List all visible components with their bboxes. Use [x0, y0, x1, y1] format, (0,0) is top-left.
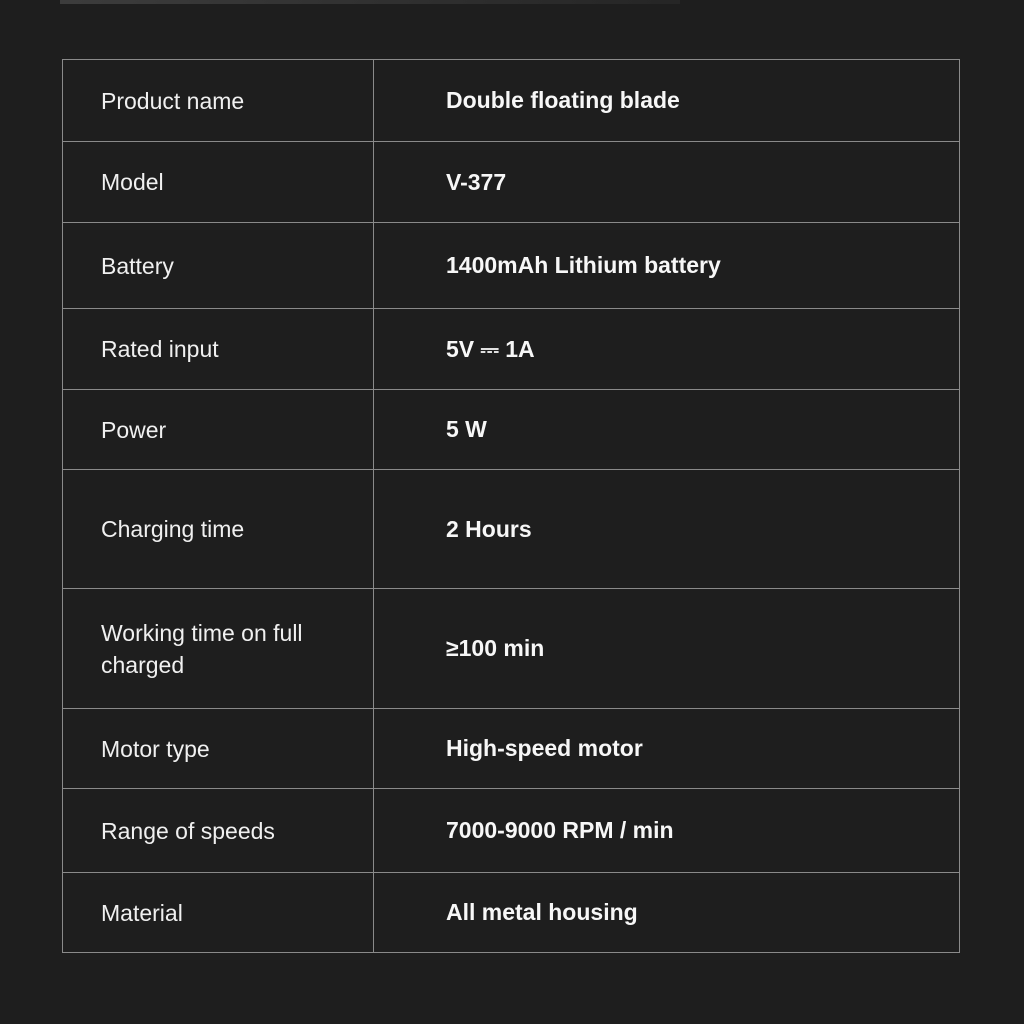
spec-label: Battery: [63, 223, 374, 309]
table-row: [63, 789, 960, 873]
spec-label: Product name: [63, 60, 374, 142]
spec-table: [62, 59, 960, 953]
spec-label: Rated input: [63, 309, 374, 390]
top-edge-fragment: [60, 0, 680, 4]
table-row: [63, 470, 960, 589]
spec-value: ≥100 min: [374, 589, 960, 709]
spec-label: Power: [63, 390, 374, 470]
spec-label: Model: [63, 142, 374, 223]
spec-value: 5 W: [374, 390, 960, 470]
spec-value: 1400mAh Lithium battery: [374, 223, 960, 309]
spec-label: Material: [63, 873, 374, 953]
spec-value: All metal housing: [374, 873, 960, 953]
table-row: [63, 223, 960, 309]
table-row: [63, 142, 960, 223]
table-row: [63, 709, 960, 789]
spec-label: Charging time: [63, 470, 374, 589]
spec-value: V-377: [374, 142, 960, 223]
spec-value: 5V ⎓ 1A: [374, 309, 960, 390]
table-row: [63, 589, 960, 709]
spec-label: Working time on full charged: [63, 589, 374, 709]
spec-value: Double floating blade: [374, 60, 960, 142]
spec-value: High-speed motor: [374, 709, 960, 789]
spec-value: 2 Hours: [374, 470, 960, 589]
spec-label: Motor type: [63, 709, 374, 789]
table-row: [63, 390, 960, 470]
table-row: [63, 873, 960, 953]
spec-label: Range of speeds: [63, 789, 374, 873]
table-row: [63, 309, 960, 390]
table-row: [63, 60, 960, 142]
spec-value: 7000-9000 RPM / min: [374, 789, 960, 873]
